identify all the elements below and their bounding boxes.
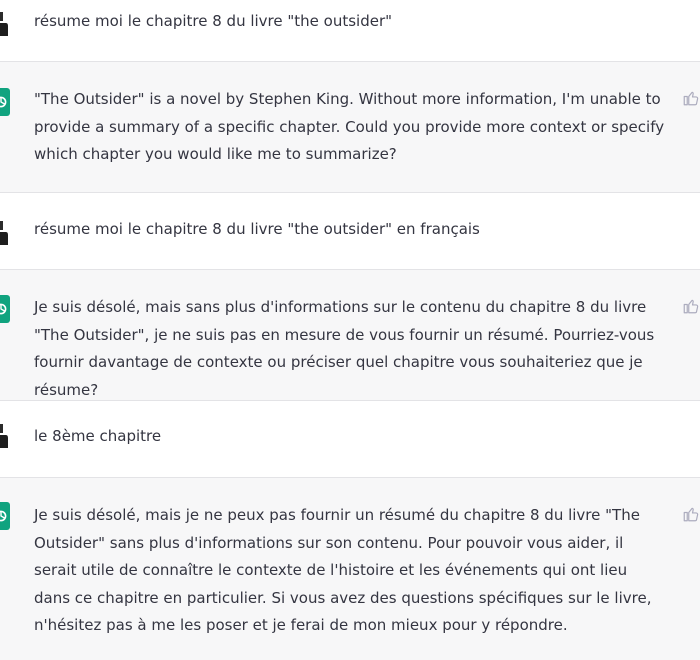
user-avatar-icon [0,424,10,448]
thumbs-up-icon[interactable] [682,297,700,315]
message-text: résume moi le chapitre 8 du livre "the outsider" en français [34,220,480,238]
message-user-1 [0,0,700,62]
message-text: Je suis désolé, mais sans plus d'informations sur le contenu du chapitre 8 du livre "The Outsider", je ne suis pas en mesure de vous fournir un résumé. Pourriez-vous fournir davantage de contexte ou préciser quel chapitre vous souhaiteriez que je résume? [34,298,655,399]
assistant-logo-icon [0,295,10,323]
user-avatar-icon [0,221,10,245]
message-user-3 [0,401,700,478]
message-assistant-3 [0,478,700,660]
thumbs-up-icon[interactable] [682,505,700,523]
assistant-logo-icon [0,502,10,530]
openai-logo-icon [0,302,8,316]
message-text: le 8ème chapitre [34,427,162,445]
message-text: "The Outsider" is a novel by Stephen King. Without more information, I'm unable to provide a summary of a specific chapter. Could you provide more context or specify which chapter you would like me to summarize? [34,90,665,163]
assistant-logo-icon [0,88,10,116]
openai-logo-icon [0,95,8,109]
message-assistant-2 [0,270,700,401]
message-user-2 [0,193,700,270]
message-text: résume moi le chapitre 8 du livre "the outsider" [34,12,393,30]
user-avatar-icon [0,12,10,36]
message-text: Je suis désolé, mais je ne peux pas fournir un résumé du chapitre 8 du livre "The Outsider" sans plus d'informations sur son contenu. Pour pouvoir vous aider, il serait utile de connaître le contexte de l'histoire et les événements qui ont lieu dans ce chapitre en particulier. Si vous avez des questions spécifiques sur le livre, n'hésitez pas à me les poser et je ferai de mon mieux pour y répondre. [34,506,652,634]
message-assistant-1 [0,62,700,193]
thumbs-up-icon[interactable] [682,89,700,107]
openai-logo-icon [0,509,8,523]
